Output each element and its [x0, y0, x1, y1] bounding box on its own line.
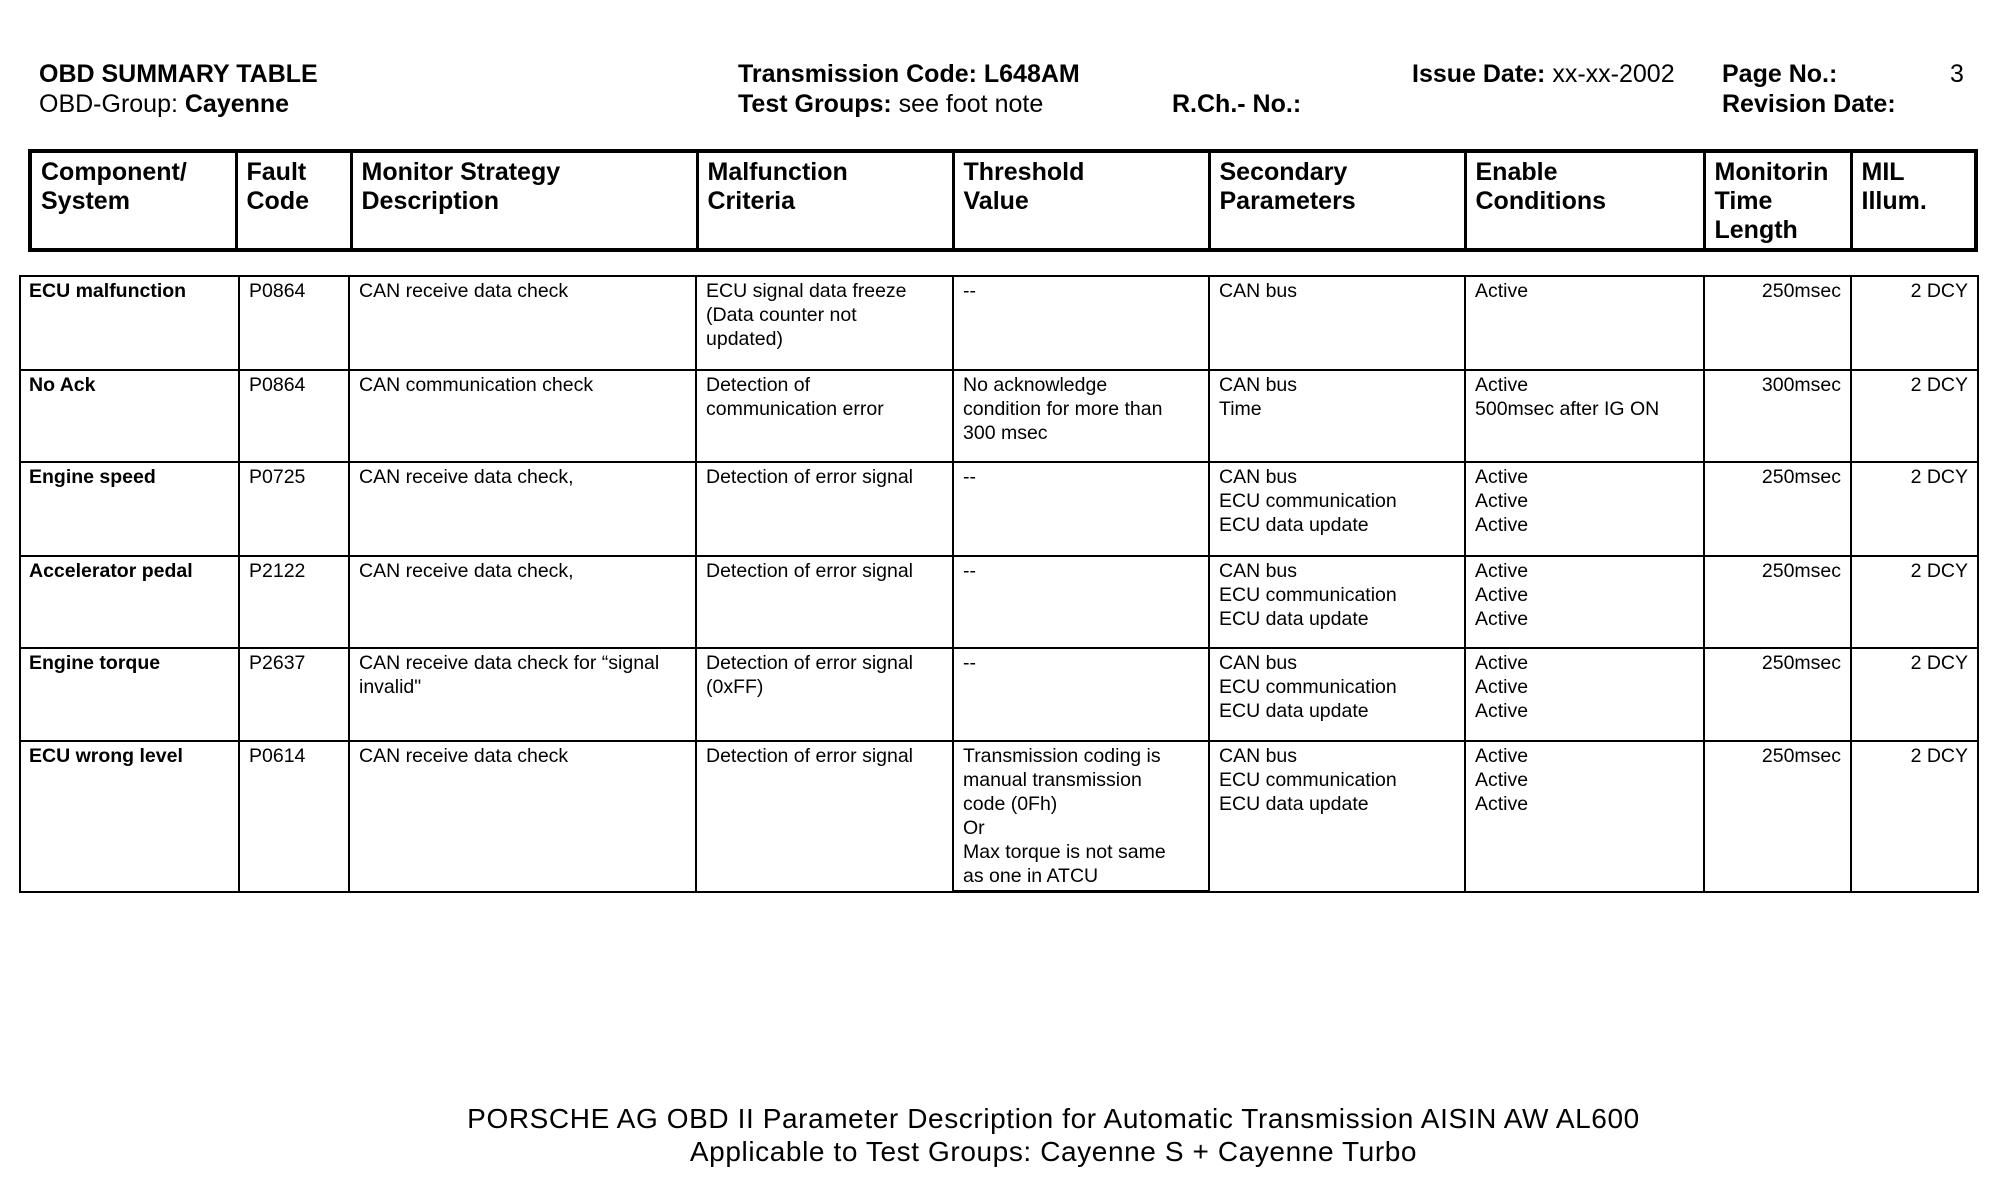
row-mil-illum: 2 DCY: [1851, 370, 1978, 462]
table-row: [20, 556, 1978, 648]
row-mil-illum: 2 DCY: [1851, 741, 1978, 892]
row-secondary-parameters: CAN bus ECU communication ECU data update: [1209, 462, 1465, 556]
document-title: OBD SUMMARY TABLE: [39, 60, 318, 88]
row-secondary-parameters: CAN bus: [1209, 276, 1465, 370]
row-threshold-value: --: [953, 276, 1209, 370]
obd-summary-table: [19, 275, 1979, 893]
obd-group: OBD-Group: Cayenne: [39, 90, 290, 118]
row-threshold-value: Transmission coding is manual transmission code (0Fh) Or Max torque is not same as one in ATCU: [953, 741, 1209, 892]
footer-description: PORSCHE AG OBD II Parameter Description for Automatic Transmission AISIN AW AL600: [467, 1103, 1640, 1134]
row-monitor-strategy: CAN communication check: [349, 370, 696, 462]
row-monitor-strategy: CAN receive data check,: [349, 556, 696, 648]
row-threshold-value: --: [953, 648, 1209, 741]
row-malfunction-criteria: Detection of error signal: [696, 462, 953, 556]
row-mil-illum: 2 DCY: [1851, 648, 1978, 741]
table-row: [20, 276, 1978, 370]
transmission-code: Transmission Code: L648AM: [738, 60, 1080, 88]
row-monitor-strategy: CAN receive data check: [349, 276, 696, 370]
row-threshold-value: --: [953, 462, 1209, 556]
column-header-secondary-parameters: Secondary Parameters: [1209, 151, 1465, 250]
table-row: [20, 741, 1978, 892]
row-fault-code: P0725: [239, 462, 349, 556]
row-component: Accelerator pedal: [20, 556, 239, 648]
row-malfunction-criteria: Detection of error signal: [696, 556, 953, 648]
row-enable-conditions: Active Active Active: [1465, 648, 1704, 741]
column-header-malfunction-criteria: Malfunction Criteria: [697, 151, 953, 250]
row-monitoring-time: 300msec: [1704, 370, 1851, 462]
row-component: Engine speed: [20, 462, 239, 556]
footer-test-groups: Applicable to Test Groups: Cayenne S + Cayenne Turbo: [689, 1136, 1418, 1167]
row-monitoring-time: 250msec: [1704, 741, 1851, 892]
row-malfunction-criteria: ECU signal data freeze (Data counter not updated): [696, 276, 953, 370]
table-row: [20, 648, 1978, 741]
issue-date: Issue Date: xx-xx-2002: [1412, 60, 1675, 88]
row-enable-conditions: Active: [1465, 276, 1704, 370]
page-number: 3: [1950, 60, 1964, 88]
row-monitoring-time: 250msec: [1704, 556, 1851, 648]
column-header-monitor-strategy: Monitor Strategy Description: [351, 151, 697, 250]
table-row: [20, 462, 1978, 556]
row-component: ECU malfunction: [20, 276, 239, 370]
test-groups: Test Groups: see foot note: [738, 90, 1044, 118]
row-threshold-value: --: [953, 556, 1209, 648]
rch-number: R.Ch.- No.:: [1172, 90, 1302, 118]
row-monitoring-time: 250msec: [1704, 648, 1851, 741]
column-header-mil-illum: MIL Illum.: [1851, 151, 1976, 250]
column-header-fault-code: Fault Code: [236, 151, 351, 250]
row-monitoring-time: 250msec: [1704, 462, 1851, 556]
row-fault-code: P2122: [239, 556, 349, 648]
column-header-threshold-value: Threshold Value: [953, 151, 1209, 250]
column-header-monitoring-time: Monitorin Time Length: [1704, 151, 1851, 250]
row-monitor-strategy: CAN receive data check for “signal invalid": [349, 648, 696, 741]
row-mil-illum: 2 DCY: [1851, 556, 1978, 648]
row-secondary-parameters: CAN bus ECU communication ECU data update: [1209, 556, 1465, 648]
row-malfunction-criteria: Detection of error signal: [696, 741, 953, 892]
row-fault-code: P0864: [239, 276, 349, 370]
row-enable-conditions: Active Active Active: [1465, 741, 1704, 892]
row-component: No Ack: [20, 370, 239, 462]
row-secondary-parameters: CAN bus ECU communication ECU data update: [1209, 648, 1465, 741]
page-number-label: Page No.:: [1722, 60, 1838, 88]
row-monitoring-time: 250msec: [1704, 276, 1851, 370]
column-header-table: [28, 149, 1978, 252]
row-component: ECU wrong level: [20, 741, 239, 892]
row-mil-illum: 2 DCY: [1851, 276, 1978, 370]
row-fault-code: P2637: [239, 648, 349, 741]
row-enable-conditions: Active Active Active: [1465, 556, 1704, 648]
revision-date: Revision Date:: [1722, 90, 1896, 118]
column-header-component: Component/ System: [41, 158, 187, 215]
table-row: [20, 370, 1978, 462]
row-enable-conditions: Active Active Active: [1465, 462, 1704, 556]
row-component: Engine torque: [20, 648, 239, 741]
row-fault-code: P0614: [239, 741, 349, 892]
row-secondary-parameters: CAN bus Time: [1209, 370, 1465, 462]
row-enable-conditions: Active 500msec after IG ON: [1465, 370, 1704, 462]
row-fault-code: P0864: [239, 370, 349, 462]
row-threshold-value: No acknowledge condition for more than 300 msec: [953, 370, 1209, 462]
column-header-enable-conditions: Enable Conditions: [1465, 151, 1704, 250]
row-monitor-strategy: CAN receive data check: [349, 741, 696, 892]
row-malfunction-criteria: Detection of communication error: [696, 370, 953, 462]
row-malfunction-criteria: Detection of error signal (0xFF): [696, 648, 953, 741]
row-mil-illum: 2 DCY: [1851, 462, 1978, 556]
row-secondary-parameters: CAN bus ECU communication ECU data update: [1209, 741, 1465, 892]
row-monitor-strategy: CAN receive data check,: [349, 462, 696, 556]
